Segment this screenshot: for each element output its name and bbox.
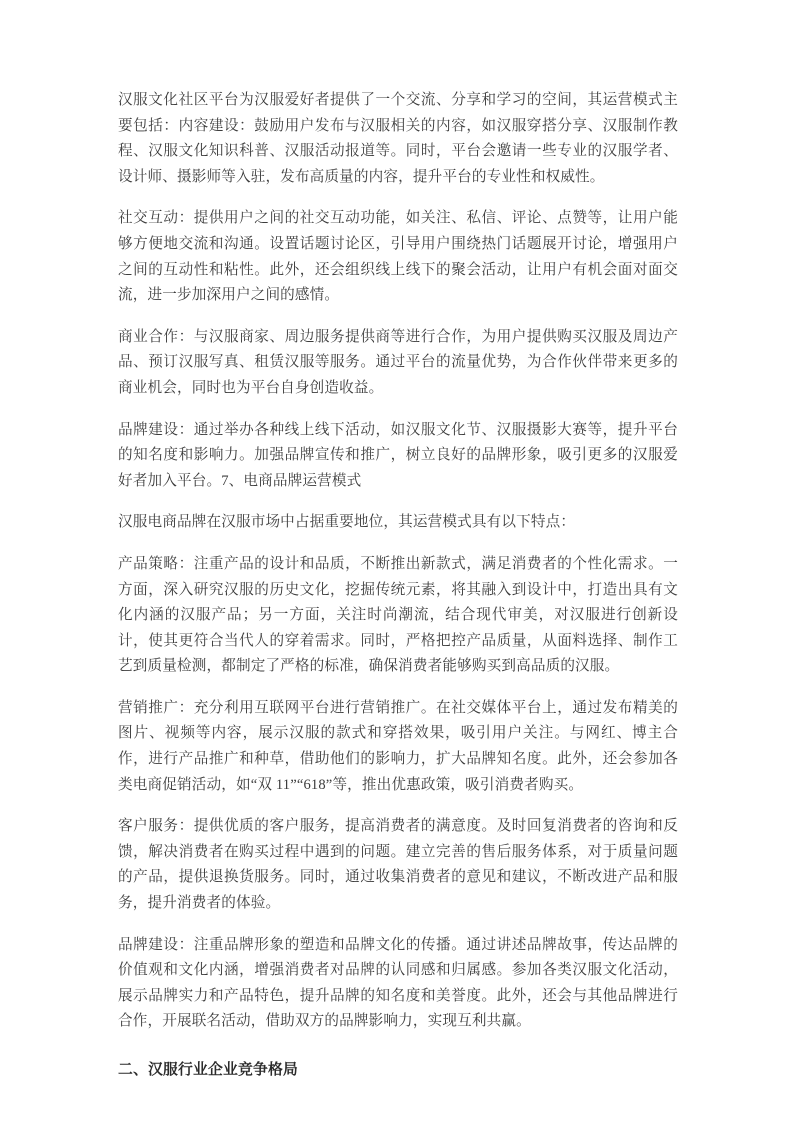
paragraph-community-platform-intro: 汉服文化社区平台为汉服爱好者提供了一个交流、分享和学习的空间，其运营模式主要包括：内容建设：鼓励用户发布与汉服相关的内容，如汉服穿搭分享、汉服制作教程、汉服文化知识科普、汉服活动报道等。同时，平台会邀请一些专业的汉服学者、设计师、摄影师等入驻，发布高质量的内容，提升平台的专业性和权威性。 [118,92,678,185]
paragraph-brand-building-ecommerce: 品牌建设：注重品牌形象的塑造和品牌文化的传播。通过讲述品牌故事，传达品牌的价值观和文化内涵，增强消费者对品牌的认同感和归属感。参加各类汉服文化活动，展示品牌实力和产品特色，提升品牌的知名度和美誉度。此外，还会与其他品牌进行合作，开展联名活动，借助双方的品牌影响力，实现互利共赢。 [118,936,678,1030]
paragraph-brand-construction-community: 品牌建设：通过举办各种线上线下活动，如汉服文化节、汉服摄影大赛等，提升平台的知名度和影响力。加强品牌宣传和推广，树立良好的品牌形象，吸引更多的汉服爱好者加入平台。7、电商品牌运营模式 [118,421,678,489]
paragraph-social-interaction: 社交互动：提供用户之间的社交互动功能，如关注、私信、评论、点赞等，让用户能够方便地交流和沟通。设置话题讨论区，引导用户围绕热门话题展开讨论，增强用户之间的互动性和粘性。此外，还会组织线上线下的聚会活动，让用户有机会面对面交流，进一步加深用户之间的感情。 [118,210,678,304]
paragraph-customer-service: 客户服务：提供优质的客户服务，提高消费者的满意度。及时回复消费者的咨询和反馈，解决消费者在购买过程中遇到的问题。建立完善的售后服务体系，对于质量问题的产品，提供退换货服务。同时，通过收集消费者的意见和建议，不断改进产品和服务，提升消费者的体验。 [118,818,678,912]
page-content-column [118,88,678,1083]
paragraph-marketing-promotion: 营销推广：充分利用互联网平台进行营销推广。在社交媒体平台上，通过发布精美的图片、视频等内容，展示汉服的款式和穿搭效果，吸引用户关注。与网红、博主合作，进行产品推广和种草，借助他们的影响力，扩大品牌知名度。此外，还会参加各类电商促销活动，如“双 11”“618”等，推出优惠政策，吸引消费者购买。 [118,699,678,793]
paragraph-business-cooperation: 商业合作：与汉服商家、周边服务提供商等进行合作，为用户提供购买汉服及周边产品、预订汉服写真、租赁汉服等服务。通过平台的流量优势，为合作伙伴带来更多的商业机会，同时也为平台自身创造收益。 [118,328,678,396]
paragraph-product-strategy: 产品策略：注重产品的设计和品质，不断推出新款式，满足消费者的个性化需求。一方面，深入研究汉服的历史文化，挖掘传统元素，将其融入到设计中，打造出具有文化内涵的汉服产品；另一方面，关注时尚潮流，结合现代审美，对汉服进行创新设计，使其更符合当代人的穿着需求。同时，严格把控产品质量，从面料选择、制作工艺到质量检测，都制定了严格的标准，确保消费者能够购买到高品质的汉服。 [118,555,678,675]
section-heading-competition-landscape: 二、汉服行业企业竞争格局 [118,1062,298,1078]
paragraph-ecommerce-brand-lead: 汉服电商品牌在汉服市场中占据重要地位，其运营模式具有以下特点： [118,514,576,531]
